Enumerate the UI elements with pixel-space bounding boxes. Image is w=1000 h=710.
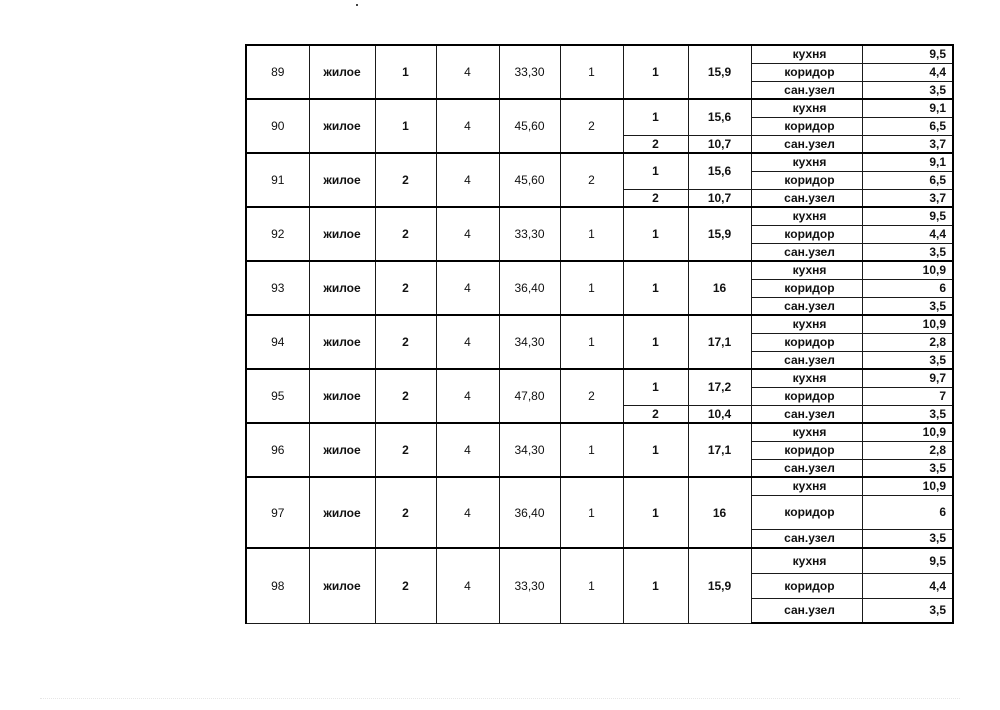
apartment-type-cell: жилое	[309, 369, 375, 423]
auxiliary-room-name-cell: кухня	[751, 153, 862, 171]
table-row	[246, 45, 953, 63]
auxiliary-room-area-cell: 4,4	[862, 63, 953, 81]
floor-cell: 4	[436, 477, 499, 548]
apartment-number-cell: 95	[246, 369, 309, 423]
floor-cell: 4	[436, 207, 499, 261]
auxiliary-room-name-cell: коридор	[751, 333, 862, 351]
living-room-area-cell: 15,9	[688, 207, 751, 261]
living-room-area-cell: 10,7	[688, 189, 751, 207]
living-room-area-cell: 16	[688, 477, 751, 548]
rooms-count-cell: 1	[560, 45, 623, 99]
apartments-body	[246, 45, 953, 623]
apartment-type-cell: жилое	[309, 548, 375, 623]
auxiliary-room-name-cell: кухня	[751, 261, 862, 279]
auxiliary-room-name-cell: кухня	[751, 315, 862, 333]
apartments-table	[245, 44, 954, 624]
auxiliary-room-name-cell: сан.узел	[751, 529, 862, 548]
auxiliary-room-name-cell: сан.узел	[751, 135, 862, 153]
auxiliary-room-name-cell: кухня	[751, 369, 862, 387]
section-cell: 2	[375, 548, 436, 623]
auxiliary-room-name-cell: кухня	[751, 423, 862, 441]
total-area-cell: 33,30	[499, 45, 560, 99]
auxiliary-room-name-cell: сан.узел	[751, 243, 862, 261]
total-area-cell: 33,30	[499, 207, 560, 261]
auxiliary-room-name-cell: сан.узел	[751, 189, 862, 207]
apartment-type-cell: жилое	[309, 261, 375, 315]
rooms-count-cell: 1	[560, 423, 623, 477]
table-row	[246, 369, 953, 387]
apartment-number-cell: 89	[246, 45, 309, 99]
auxiliary-room-name-cell: коридор	[751, 117, 862, 135]
floor-cell: 4	[436, 315, 499, 369]
table-row	[246, 477, 953, 495]
auxiliary-room-area-cell: 10,9	[862, 315, 953, 333]
total-area-cell: 36,40	[499, 261, 560, 315]
auxiliary-room-name-cell: кухня	[751, 45, 862, 63]
rooms-count-cell: 1	[560, 261, 623, 315]
living-room-area-cell: 10,7	[688, 135, 751, 153]
living-room-number-cell: 1	[623, 369, 688, 405]
floor-cell: 4	[436, 548, 499, 623]
auxiliary-room-area-cell: 9,5	[862, 548, 953, 573]
scan-footer-noise	[40, 698, 960, 705]
apartment-number-cell: 98	[246, 548, 309, 623]
living-room-area-cell: 15,6	[688, 99, 751, 135]
auxiliary-room-name-cell: сан.узел	[751, 598, 862, 623]
auxiliary-room-area-cell: 9,5	[862, 207, 953, 225]
total-area-cell: 33,30	[499, 548, 560, 623]
rooms-count-cell: 1	[560, 477, 623, 548]
auxiliary-room-name-cell: сан.узел	[751, 297, 862, 315]
auxiliary-room-area-cell: 3,5	[862, 405, 953, 423]
section-cell: 2	[375, 207, 436, 261]
living-room-area-cell: 10,4	[688, 405, 751, 423]
auxiliary-room-area-cell: 3,5	[862, 297, 953, 315]
auxiliary-room-name-cell: коридор	[751, 171, 862, 189]
auxiliary-room-area-cell: 3,5	[862, 81, 953, 99]
auxiliary-room-area-cell: 3,5	[862, 243, 953, 261]
auxiliary-room-area-cell: 6,5	[862, 117, 953, 135]
rooms-count-cell: 2	[560, 99, 623, 153]
floor-cell: 4	[436, 423, 499, 477]
auxiliary-room-area-cell: 10,9	[862, 477, 953, 495]
auxiliary-room-name-cell: сан.узел	[751, 351, 862, 369]
auxiliary-room-area-cell: 4,4	[862, 225, 953, 243]
auxiliary-room-area-cell: 10,9	[862, 261, 953, 279]
auxiliary-room-name-cell: коридор	[751, 573, 862, 598]
auxiliary-room-name-cell: коридор	[751, 387, 862, 405]
auxiliary-room-area-cell: 7	[862, 387, 953, 405]
apartment-type-cell: жилое	[309, 45, 375, 99]
apartment-number-cell: 93	[246, 261, 309, 315]
table-row	[246, 315, 953, 333]
floor-cell: 4	[436, 153, 499, 207]
living-room-number-cell: 1	[623, 423, 688, 477]
living-room-number-cell: 2	[623, 135, 688, 153]
total-area-cell: 36,40	[499, 477, 560, 548]
auxiliary-room-area-cell: 4,4	[862, 573, 953, 598]
auxiliary-room-name-cell: коридор	[751, 63, 862, 81]
auxiliary-room-name-cell: кухня	[751, 477, 862, 495]
section-cell: 1	[375, 99, 436, 153]
total-area-cell: 45,60	[499, 153, 560, 207]
total-area-cell: 45,60	[499, 99, 560, 153]
auxiliary-room-area-cell: 6,5	[862, 171, 953, 189]
section-cell: 2	[375, 153, 436, 207]
auxiliary-room-name-cell: коридор	[751, 279, 862, 297]
auxiliary-room-name-cell: кухня	[751, 99, 862, 117]
section-cell: 2	[375, 477, 436, 548]
apartment-number-cell: 92	[246, 207, 309, 261]
living-room-number-cell: 2	[623, 405, 688, 423]
auxiliary-room-area-cell: 3,7	[862, 135, 953, 153]
apartment-number-cell: 90	[246, 99, 309, 153]
apartment-type-cell: жилое	[309, 99, 375, 153]
living-room-number-cell: 1	[623, 45, 688, 99]
auxiliary-room-area-cell: 3,5	[862, 459, 953, 477]
floor-cell: 4	[436, 45, 499, 99]
section-cell: 2	[375, 369, 436, 423]
auxiliary-room-area-cell: 9,5	[862, 45, 953, 63]
floor-cell: 4	[436, 99, 499, 153]
table-row	[246, 548, 953, 573]
auxiliary-room-area-cell: 3,5	[862, 529, 953, 548]
table-row	[246, 153, 953, 171]
rooms-count-cell: 1	[560, 207, 623, 261]
auxiliary-room-name-cell: коридор	[751, 495, 862, 529]
auxiliary-room-area-cell: 9,1	[862, 99, 953, 117]
living-room-area-cell: 17,2	[688, 369, 751, 405]
living-room-number-cell: 1	[623, 548, 688, 623]
auxiliary-room-area-cell: 10,9	[862, 423, 953, 441]
auxiliary-room-name-cell: сан.узел	[751, 405, 862, 423]
living-room-number-cell: 1	[623, 99, 688, 135]
apartment-type-cell: жилое	[309, 423, 375, 477]
apartment-type-cell: жилое	[309, 153, 375, 207]
living-room-area-cell: 15,9	[688, 548, 751, 623]
auxiliary-room-area-cell: 2,8	[862, 441, 953, 459]
living-room-area-cell: 17,1	[688, 315, 751, 369]
auxiliary-room-area-cell: 2,8	[862, 333, 953, 351]
living-room-number-cell: 1	[623, 153, 688, 189]
rooms-count-cell: 1	[560, 315, 623, 369]
total-area-cell: 47,80	[499, 369, 560, 423]
auxiliary-room-name-cell: кухня	[751, 207, 862, 225]
auxiliary-room-name-cell: коридор	[751, 225, 862, 243]
living-room-number-cell: 1	[623, 315, 688, 369]
rooms-count-cell: 2	[560, 369, 623, 423]
living-room-number-cell: 1	[623, 477, 688, 548]
auxiliary-room-area-cell: 3,5	[862, 598, 953, 623]
auxiliary-room-area-cell: 3,7	[862, 189, 953, 207]
apartment-type-cell: жилое	[309, 315, 375, 369]
table-row	[246, 207, 953, 225]
rooms-count-cell: 1	[560, 548, 623, 623]
apartment-type-cell: жилое	[309, 477, 375, 548]
auxiliary-room-area-cell: 6	[862, 279, 953, 297]
living-room-number-cell: 2	[623, 189, 688, 207]
table-row	[246, 99, 953, 117]
living-room-number-cell: 1	[623, 261, 688, 315]
living-room-area-cell: 15,9	[688, 45, 751, 99]
apartment-number-cell: 97	[246, 477, 309, 548]
auxiliary-room-area-cell: 9,1	[862, 153, 953, 171]
auxiliary-room-area-cell: 9,7	[862, 369, 953, 387]
apartment-number-cell: 94	[246, 315, 309, 369]
auxiliary-room-name-cell: сан.узел	[751, 459, 862, 477]
section-cell: 2	[375, 423, 436, 477]
living-room-number-cell: 1	[623, 207, 688, 261]
table-row	[246, 423, 953, 441]
total-area-cell: 34,30	[499, 423, 560, 477]
floor-cell: 4	[436, 261, 499, 315]
total-area-cell: 34,30	[499, 315, 560, 369]
auxiliary-room-area-cell: 6	[862, 495, 953, 529]
floor-cell: 4	[436, 369, 499, 423]
section-cell: 2	[375, 261, 436, 315]
auxiliary-room-name-cell: кухня	[751, 548, 862, 573]
section-cell: 2	[375, 315, 436, 369]
auxiliary-room-name-cell: сан.узел	[751, 81, 862, 99]
living-room-area-cell: 15,6	[688, 153, 751, 189]
auxiliary-room-area-cell: 3,5	[862, 351, 953, 369]
living-room-area-cell: 16	[688, 261, 751, 315]
apartment-number-cell: 96	[246, 423, 309, 477]
scan-speck	[356, 4, 358, 6]
living-room-area-cell: 17,1	[688, 423, 751, 477]
rooms-count-cell: 2	[560, 153, 623, 207]
table-row	[246, 261, 953, 279]
auxiliary-room-name-cell: коридор	[751, 441, 862, 459]
apartment-type-cell: жилое	[309, 207, 375, 261]
apartment-number-cell: 91	[246, 153, 309, 207]
section-cell: 1	[375, 45, 436, 99]
